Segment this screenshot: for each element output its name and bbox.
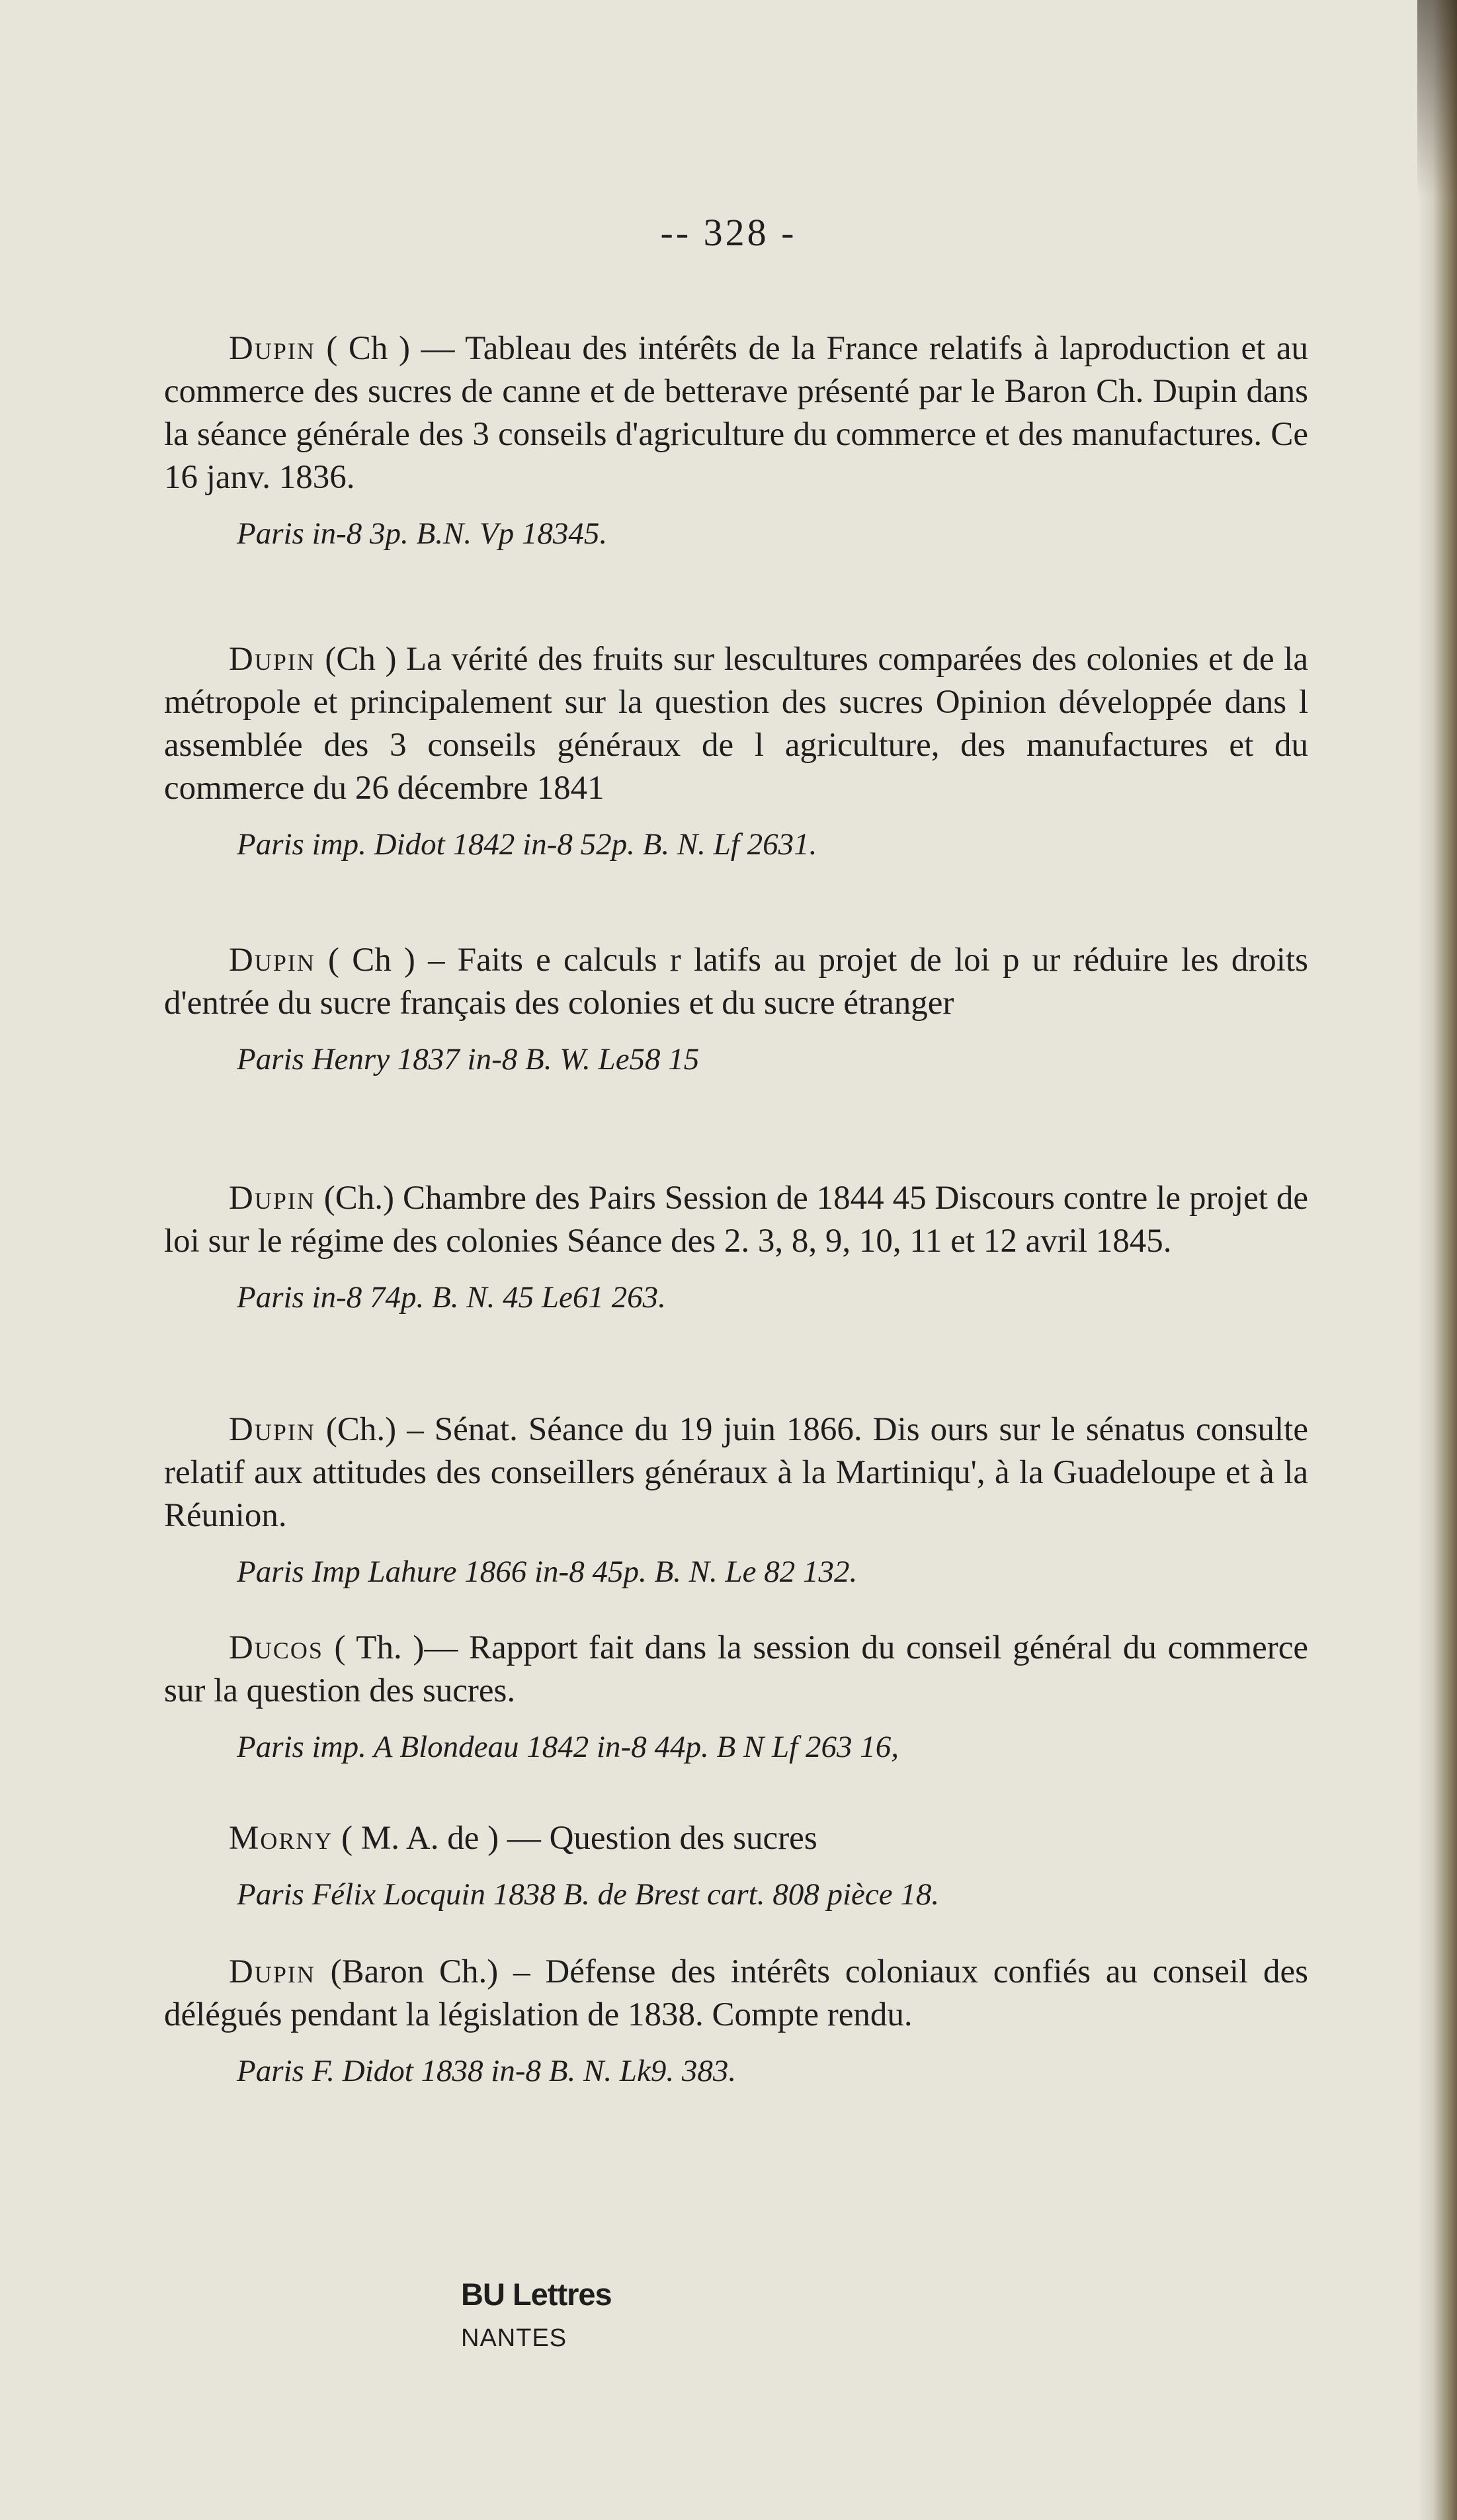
library-stamp-city: NANTES <box>461 2324 567 2352</box>
entry-text <box>164 1951 1308 2037</box>
entry-body: (Ch.) Chambre des Pairs Session de 1844 45 Discours contre le projet de loi sur le régime des colonies Séance des 2. 3, 8, 9, 10, 11 et 12 avril 1845. <box>164 1180 1308 1260</box>
page-edge-shadow <box>1417 0 1457 2520</box>
entry-publication: Paris in-8 74p. B. N. 45 Le61 263. <box>237 1280 666 1315</box>
entry-publication: Paris imp. A Blondeau 1842 in-8 44p. B N Lf 263 16, <box>237 1730 899 1764</box>
entry-author: Dupin <box>229 942 315 979</box>
entry-body: (Ch.) – Sénat. Séance du 19 juin 1866. Dis ours sur le sénatus consulte relatif aux attitudes des conseillers généraux à la Martiniqu', à la Guadeloupe et à la Réunion. <box>164 1411 1308 1534</box>
bibliography-entry <box>164 1817 1308 1914</box>
entry-author: Dupin <box>229 1953 315 1990</box>
entry-author: Ducos <box>229 1629 323 1666</box>
bibliography-entry <box>164 327 1308 553</box>
bibliography-entry <box>164 1627 1308 1767</box>
entry-body: (Ch ) La vérité des fruits sur lescultures comparées des colonies et de la métropole et principalement sur la question des sucres Opinion développée dans l assemblée des 3 conseils généraux de l agriculture, des manufactures et du commerce du 26 décembre 1841 <box>164 641 1308 807</box>
entry-publication: Paris in-8 3p. B.N. Vp 18345. <box>237 516 608 551</box>
bibliography-entry <box>164 1408 1308 1592</box>
entry-author: Morny <box>229 1820 333 1857</box>
entry-text <box>164 1408 1308 1537</box>
entry-author: Dupin <box>229 641 315 678</box>
bibliography-entry <box>164 1951 1308 2091</box>
entry-body: ( Th. )— Rapport fait dans la session du conseil général du commerce sur la question des sucres. <box>164 1629 1308 1709</box>
bibliography-entry <box>164 1177 1308 1317</box>
entry-text <box>164 638 1308 810</box>
entry-body: ( M. A. de ) — Question des sucres <box>333 1820 817 1857</box>
entry-publication: Paris F. Didot 1838 in-8 B. N. Lk9. 383. <box>237 2054 737 2088</box>
entry-body: ( Ch ) — Tableau des intérêts de la France relatifs à laproduction et au commerce des sucres de canne et de betterave présenté par le Baron Ch. Dupin dans la séance générale des 3 conseils d'agriculture du commerce et des manufactures. Ce 16 janv. 1836. <box>164 330 1308 496</box>
entry-author: Dupin <box>229 1411 315 1448</box>
bibliography-entry <box>164 939 1308 1079</box>
entry-text <box>164 327 1308 499</box>
page-number: -- 328 - <box>660 211 797 254</box>
entry-publication: Paris imp. Didot 1842 in-8 52p. B. N. Lf 2631. <box>237 827 817 862</box>
entry-body: (Baron Ch.) – Défense des intérêts coloniaux confiés au conseil des délégués pendant la législation de 1838. Compte rendu. <box>164 1953 1308 2033</box>
bibliography-entry <box>164 638 1308 864</box>
entry-text <box>164 1817 1308 1860</box>
entry-text <box>164 939 1308 1025</box>
page-edge-shadow-top <box>1417 0 1457 198</box>
entry-author: Dupin <box>229 1180 315 1217</box>
entry-text <box>164 1627 1308 1713</box>
entry-publication: Paris Henry 1837 in-8 B. W. Le58 15 <box>237 1042 700 1077</box>
entry-text <box>164 1177 1308 1263</box>
library-stamp-name: BU Lettres <box>461 2277 612 2312</box>
entry-publication: Paris Imp Lahure 1866 in-8 45p. B. N. Le 82 132. <box>237 1555 858 1589</box>
entry-publication: Paris Félix Locquin 1838 B. de Brest cart. 808 pièce 18. <box>237 1877 940 1912</box>
entry-author: Dupin <box>229 330 315 367</box>
entry-body: ( Ch ) – Faits e calculs r latifs au projet de loi p ur réduire les droits d'entrée du sucre français des colonies et du sucre étranger <box>164 942 1308 1022</box>
